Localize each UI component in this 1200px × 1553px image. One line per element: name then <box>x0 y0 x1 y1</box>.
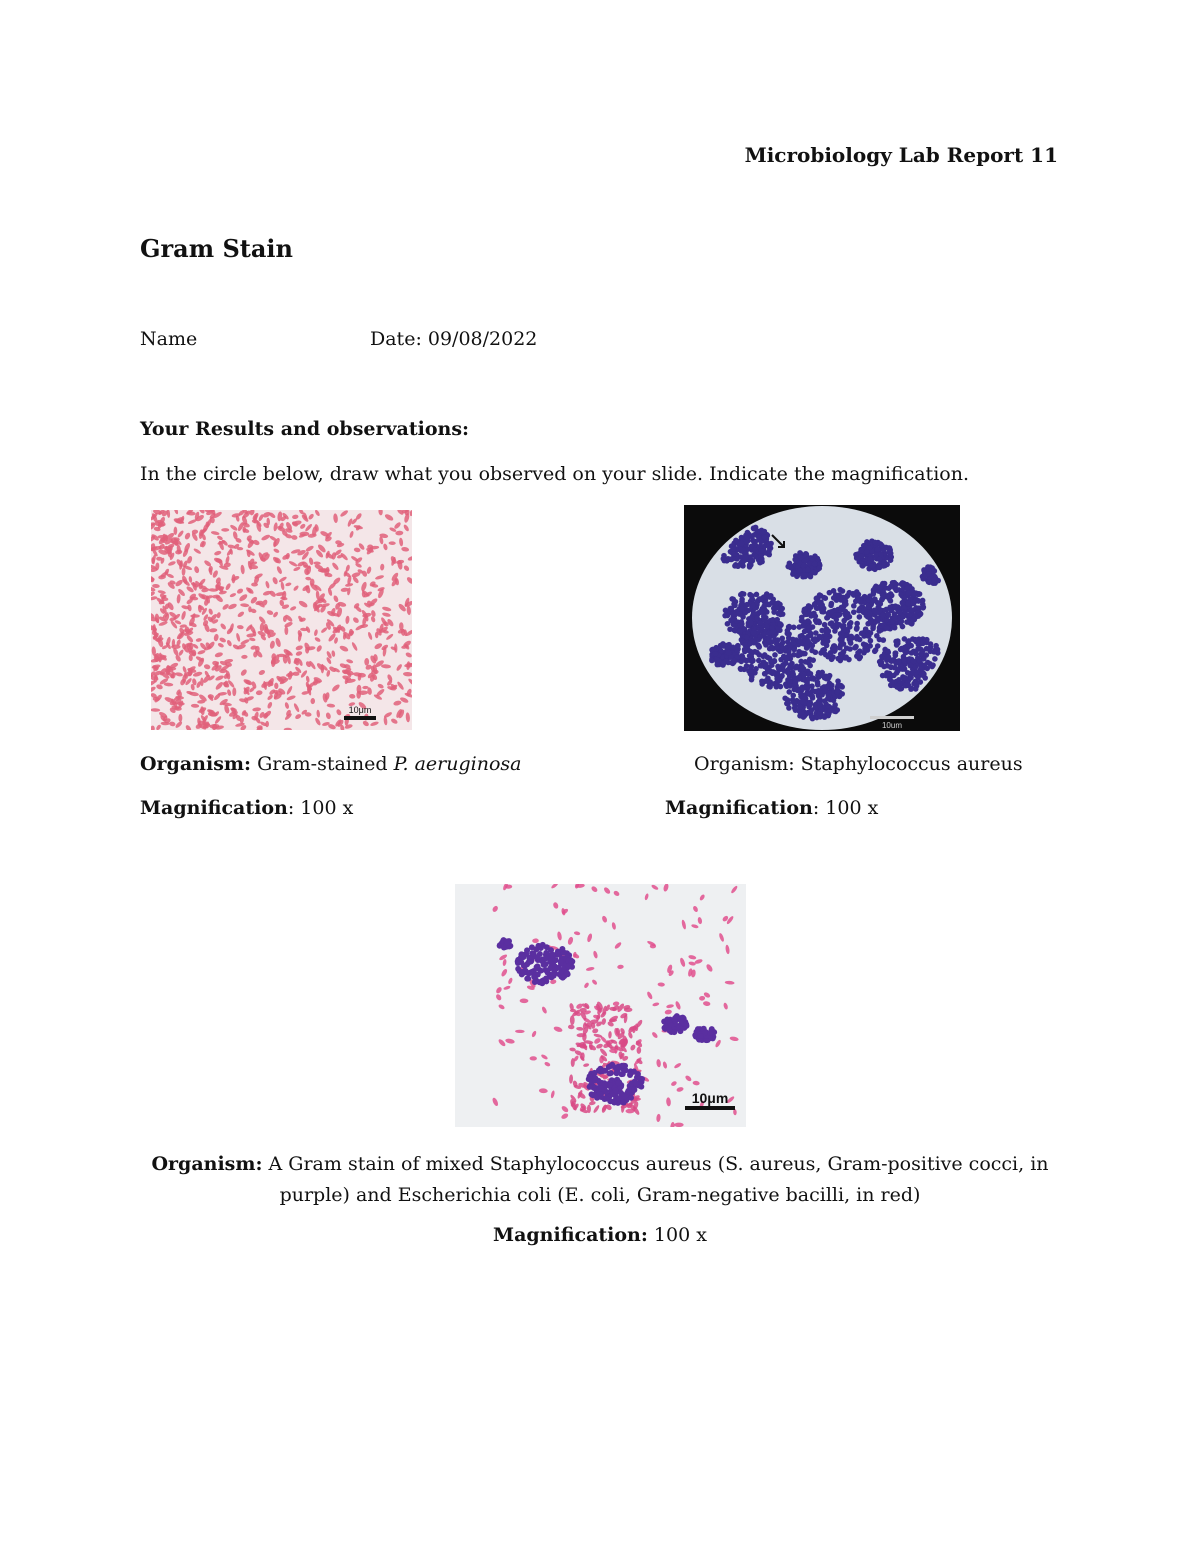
magnification-2: Magnification: 100 x <box>665 797 879 819</box>
name-label: Name <box>140 328 198 350</box>
magnification-1: Magnification: 100 x <box>140 797 354 819</box>
scale-bar-label: 10μm <box>691 1090 729 1106</box>
page-title: Gram Stain <box>140 234 293 263</box>
report-title: Microbiology Lab Report 11 <box>744 143 1058 167</box>
micrograph-p-aeruginosa <box>151 510 412 730</box>
micrograph-s-aureus <box>684 505 960 731</box>
scale-bar-label: 10um <box>881 721 903 730</box>
magnification-3: Magnification: 100 x <box>493 1224 707 1246</box>
results-instruction: In the circle below, draw what you observed on your slide. Indicate the magnification. <box>140 463 969 485</box>
organism-label-2: Organism: Staphylococcus aureus <box>694 753 1023 775</box>
results-heading: Your Results and observations: <box>140 418 470 440</box>
organism-description-3: Organism: A Gram stain of mixed Staphylococcus aureus (S. aureus, Gram-positive cocci, in purple) and Escherichia coli (E. coli, Gram-negative bacilli, in red) <box>151 1153 1049 1206</box>
micrograph-mixed-gram-stain <box>455 884 746 1127</box>
scale-bar-label: 10μm <box>348 705 372 715</box>
date-label: Date: 09/08/2022 <box>370 328 538 350</box>
organism-label-1: Organism: Gram-stained P. aeruginosa <box>140 753 522 775</box>
